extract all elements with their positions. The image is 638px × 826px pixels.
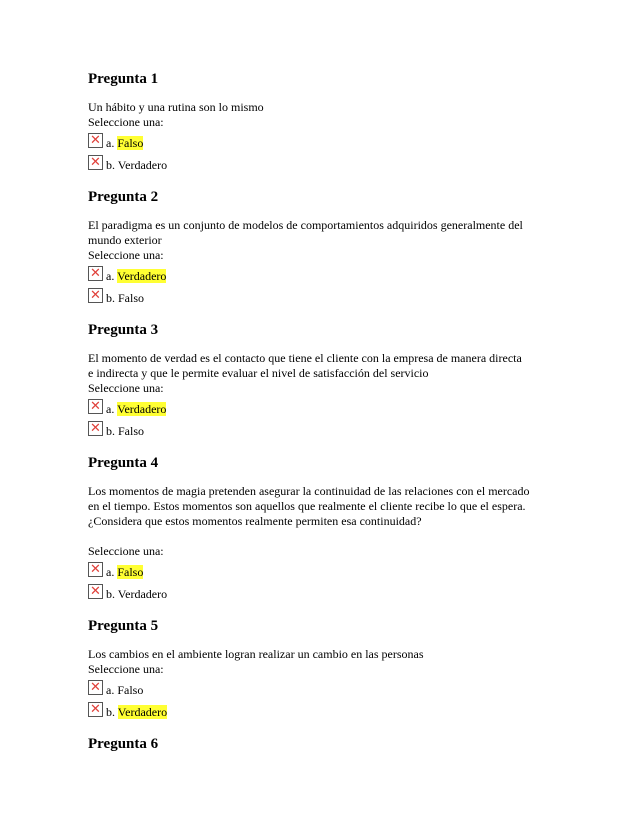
x-mark-icon: ✕ xyxy=(88,155,103,170)
question-title: Pregunta 6 xyxy=(88,736,159,752)
option-label: b. Falso xyxy=(106,424,145,438)
x-mark-icon: ✕ xyxy=(88,288,103,303)
answer-option-b[interactable] xyxy=(88,285,558,307)
question-4 xyxy=(88,454,558,603)
option-label: a. Falso xyxy=(106,683,144,697)
answer-option-b[interactable] xyxy=(88,152,558,174)
answer-option-a[interactable] xyxy=(88,559,558,581)
question-text: Un hábito y una rutina son lo mismo xyxy=(88,100,264,114)
option-label: a. Verdadero xyxy=(106,269,167,283)
answer-option-a[interactable] xyxy=(88,677,558,699)
answer-option-b[interactable] xyxy=(88,418,558,440)
question-title: Pregunta 5 xyxy=(88,618,159,634)
answer-option-a[interactable] xyxy=(88,263,558,285)
answer-option-b[interactable] xyxy=(88,581,558,603)
question-text: El momento de verdad es el contacto que tiene el cliente con la empresa de manera directa xyxy=(88,351,522,365)
question-title: Pregunta 3 xyxy=(88,322,159,338)
highlighted-answer: Verdadero xyxy=(117,269,167,283)
question-text: ¿Considera que estos momentos realmente permiten esa continuidad? xyxy=(88,514,422,528)
x-mark-icon: ✕ xyxy=(88,702,103,717)
question-text: en el tiempo. Estos momentos son aquellos que realmente el cliente recibe lo que el espera. xyxy=(88,499,526,513)
answer-option-a[interactable] xyxy=(88,396,558,418)
question-title: Pregunta 2 xyxy=(88,189,159,205)
select-prompt: Seleccione una: xyxy=(88,544,164,558)
question-1 xyxy=(88,70,558,174)
question-text: Los momentos de magia pretenden asegurar la continuidad de las relaciones con el mercado xyxy=(88,484,530,498)
option-label: b. Verdadero xyxy=(106,158,168,172)
question-title: Pregunta 4 xyxy=(88,455,159,471)
question-text: Los cambios en el ambiente logran realizar un cambio en las personas xyxy=(88,647,424,661)
answer-option-b[interactable] xyxy=(88,699,558,721)
select-prompt: Seleccione una: xyxy=(88,248,164,262)
x-mark-icon: ✕ xyxy=(88,680,103,695)
option-label: b. Falso xyxy=(106,291,145,305)
option-label: b. Verdadero xyxy=(106,587,168,601)
highlighted-answer: Verdadero xyxy=(117,705,168,719)
x-mark-icon: ✕ xyxy=(88,133,103,148)
question-6 xyxy=(88,735,558,753)
x-mark-icon: ✕ xyxy=(88,584,103,599)
select-prompt: Seleccione una: xyxy=(88,381,164,395)
select-prompt: Seleccione una: xyxy=(88,115,164,129)
option-label: b. Verdadero xyxy=(106,705,168,719)
x-mark-icon: ✕ xyxy=(88,562,103,577)
highlighted-answer: Falso xyxy=(117,565,144,579)
highlighted-answer: Verdadero xyxy=(117,402,167,416)
answer-option-a[interactable] xyxy=(88,130,558,152)
question-5 xyxy=(88,617,558,721)
question-2 xyxy=(88,188,558,307)
select-prompt: Seleccione una: xyxy=(88,662,164,676)
question-text: El paradigma es un conjunto de modelos de comportamientos adquiridos generalmente del xyxy=(88,218,523,232)
highlighted-answer: Falso xyxy=(117,136,144,150)
question-text: mundo exterior xyxy=(88,233,162,247)
question-3 xyxy=(88,321,558,440)
option-label: a. Falso xyxy=(106,136,144,150)
x-mark-icon: ✕ xyxy=(88,399,103,414)
question-text: e indirecta y que le permite evaluar el nivel de satisfacción del servicio xyxy=(88,366,429,380)
question-title: Pregunta 1 xyxy=(88,71,159,87)
document-page xyxy=(88,70,558,765)
x-mark-icon: ✕ xyxy=(88,421,103,436)
option-label: a. Verdadero xyxy=(106,402,167,416)
option-label: a. Falso xyxy=(106,565,144,579)
x-mark-icon: ✕ xyxy=(88,266,103,281)
